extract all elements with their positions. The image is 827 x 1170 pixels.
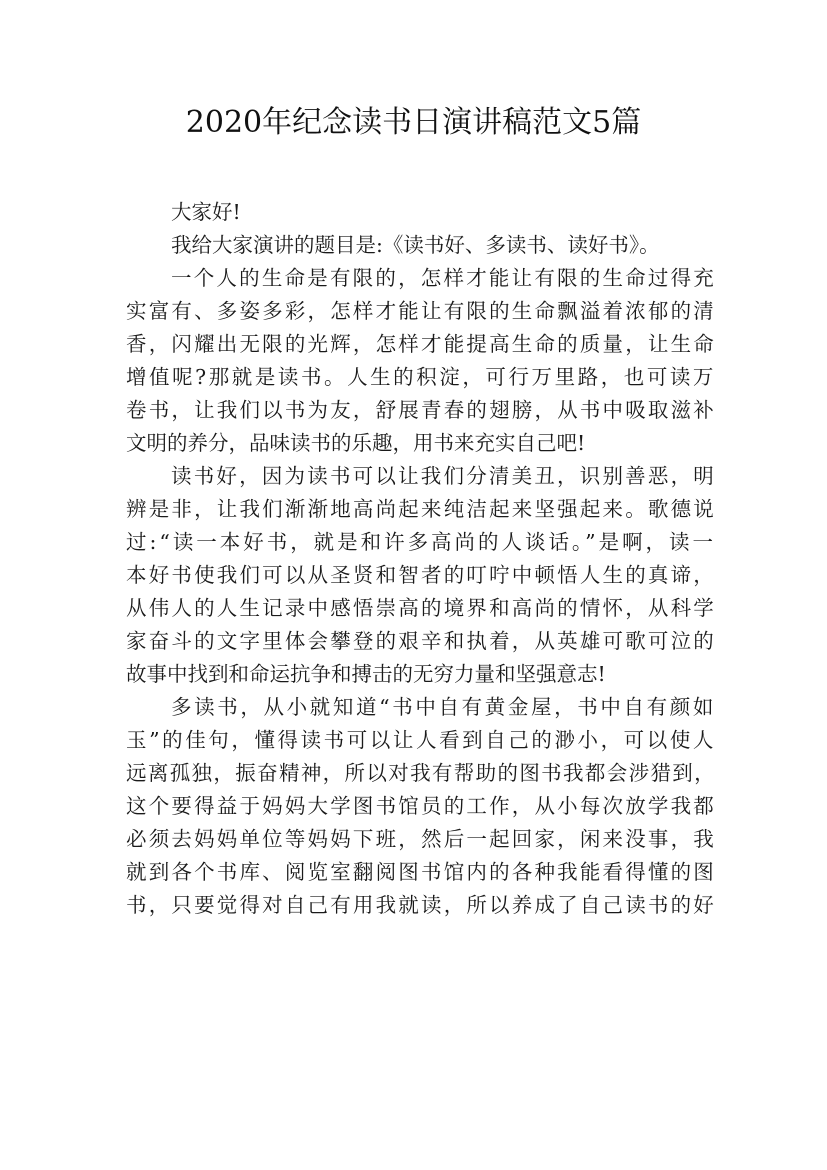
- text-line: 必须去妈妈单位等妈妈下班，然后一起回家，闲来没事，我: [126, 827, 716, 851]
- text-line: 玉”的佳句，懂得读书可以让人看到自己的渺小，可以使人: [126, 728, 716, 752]
- text-line: 一个人的生命是有限的，怎样才能让有限的生命过得充: [171, 266, 716, 290]
- text-line: 读书好，因为读书可以让我们分清美丑，识别善恶，明: [171, 464, 716, 488]
- text-line: 家奋斗的文字里体会攀登的艰辛和执着，从英雄可歌可泣的: [126, 629, 716, 653]
- document-body: [126, 196, 716, 922]
- text-line: 我给大家演讲的题目是:《读书好、多读书、读好书》。: [171, 233, 660, 257]
- text-line: 实富有、多姿多彩，怎样才能让有限的生命飘溢着浓郁的清: [126, 299, 716, 323]
- document-title: 2020年纪念读书日演讲稿范文5篇: [185, 105, 642, 140]
- text-line: 故事中找到和命运抗争和搏击的无穷力量和坚强意志!: [126, 662, 606, 686]
- text-line: 辨是非，让我们渐渐地高尚起来纯洁起来坚强起来。歌德说: [126, 497, 716, 521]
- text-line: 远离孤独，振奋精神，所以对我有帮助的图书我都会涉猎到，: [126, 761, 716, 785]
- text-line: 从伟人的人生记录中感悟崇高的境界和高尚的情怀，从科学: [126, 596, 716, 620]
- text-line: 过:“读一本好书，就是和许多高尚的人谈话。”是啊，读一: [126, 530, 716, 554]
- text-line: 书，只要觉得对自己有用我就读，所以养成了自己读书的好: [126, 893, 716, 917]
- text-line: 本好书使我们可以从圣贤和智者的叮咛中顿悟人生的真谛，: [126, 563, 716, 587]
- text-line: 文明的养分，品味读书的乐趣，用书来充实自己吧!: [126, 431, 586, 455]
- text-line: 卷书，让我们以书为友，舒展青春的翅膀，从书中吸取滋补: [126, 398, 716, 422]
- text-line: 就到各个书库、阅览室翻阅图书馆内的各种我能看得懂的图: [126, 860, 716, 884]
- text-line: 多读书，从小就知道“书中自有黄金屋，书中自有颜如: [171, 695, 716, 719]
- text-line: 香，闪耀出无限的光辉，怎样才能提高生命的质量，让生命: [126, 332, 716, 356]
- text-line: 增值呢?那就是读书。人生的积淀，可行万里路，也可读万: [126, 365, 716, 389]
- text-line: 这个要得益于妈妈大学图书馆员的工作，从小每次放学我都: [126, 794, 716, 818]
- text-line: 大家好!: [171, 200, 241, 224]
